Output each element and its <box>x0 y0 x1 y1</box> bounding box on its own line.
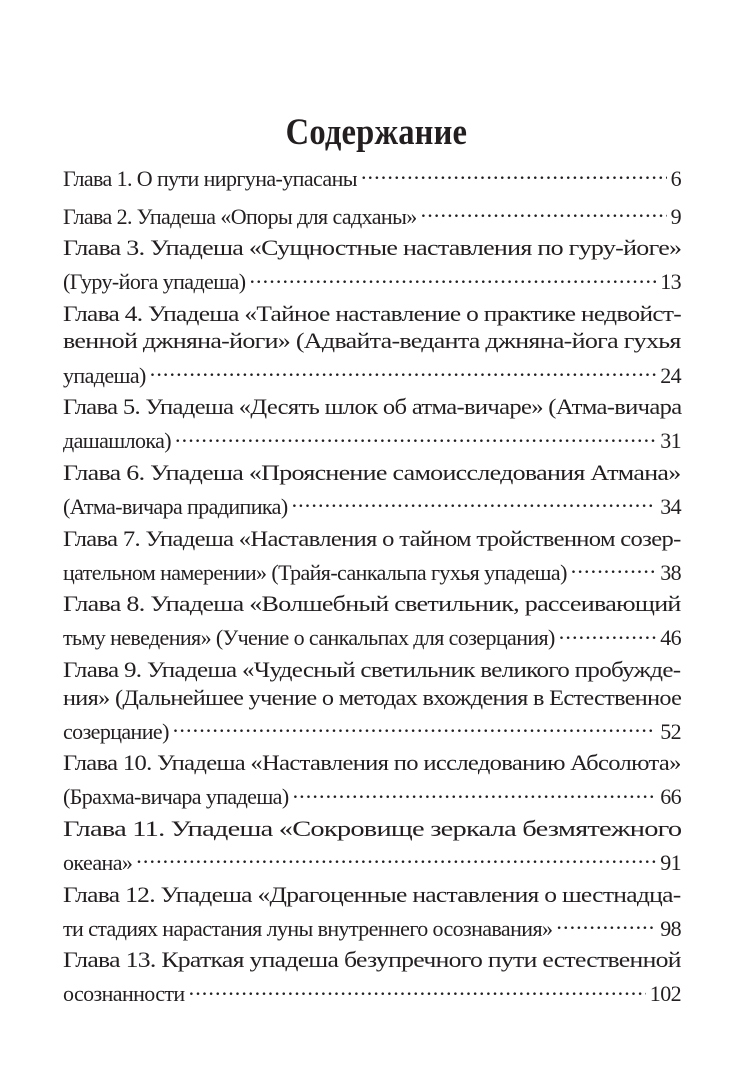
toc-entry-line <box>63 590 681 618</box>
toc-entry-text: (Атма-вичара прадипика) <box>63 494 288 520</box>
dot-leader <box>559 618 656 646</box>
toc-entry-line <box>63 815 681 843</box>
toc-page-number: 13 <box>660 269 681 295</box>
toc-entry-text: (Гуру-йога упадеша) <box>63 269 246 295</box>
toc-page-number: 91 <box>660 850 681 876</box>
toc-entry[interactable] <box>63 300 682 388</box>
toc-entry-text: Глава 11. Упадеша «Сокровище зеркала безмятежного <box>63 815 682 841</box>
toc-entry-text: океана» <box>63 850 133 876</box>
toc-page-number: 31 <box>660 428 681 454</box>
dot-leader <box>556 908 656 936</box>
toc-entry-text: Глава 13. Краткая упадеша безупречного пути естественной <box>63 947 681 973</box>
toc-entry[interactable] <box>63 749 681 810</box>
toc-entry-text: венной джняна-йоги» (Адвайта-веданта джняна-йога гухья <box>63 328 681 354</box>
toc-entry-line <box>63 327 681 355</box>
toc-entry[interactable] <box>63 525 681 585</box>
toc-page-number: 6 <box>670 165 681 191</box>
toc-entry-text: Глава 8. Упадеша «Волшебный светильник, рассеивающий <box>63 591 681 617</box>
toc-entry[interactable] <box>63 234 682 295</box>
toc-entry-last-line <box>63 908 681 941</box>
toc-entry-text: Глава 12. Упадеша «Драгоценные наставления о шестнадца- <box>63 881 681 907</box>
toc-entry-last-line <box>63 421 681 454</box>
dot-leader <box>136 842 656 870</box>
toc-entry-line <box>63 684 681 712</box>
toc-entry-last-line <box>63 196 681 229</box>
toc-entry-last-line <box>63 842 681 876</box>
toc-entry[interactable] <box>63 946 681 1007</box>
toc-entry-text: дашашлока) <box>63 428 172 454</box>
toc-entry-line <box>63 881 681 909</box>
toc-entry-text: упадеша) <box>63 362 146 388</box>
toc-entry-last-line <box>63 355 681 388</box>
toc-page-number: 9 <box>670 203 681 229</box>
toc-entry-line <box>63 300 681 328</box>
toc-entry-last-line <box>63 777 681 810</box>
toc-entry-line <box>63 749 681 777</box>
toc-entry-text: осознанности <box>63 981 185 1007</box>
toc-entry[interactable] <box>63 815 682 876</box>
toc-page-number: 52 <box>660 718 681 744</box>
dot-leader <box>421 196 667 224</box>
toc-entry-last-line <box>63 262 681 295</box>
toc-entry-last-line <box>63 618 681 651</box>
toc-entry-text: Глава 10. Упадеша «Наставления по исследованию Абсолюта» <box>63 750 681 776</box>
page-title: Содержание <box>285 111 468 153</box>
table-of-contents <box>63 158 681 1012</box>
dot-leader <box>361 158 667 186</box>
toc-entry[interactable] <box>63 590 681 651</box>
toc-entry-text: цательном намерении» (Трайя-санкальпа гухья упадеша) <box>63 559 567 585</box>
toc-entry[interactable] <box>63 393 682 454</box>
dot-leader <box>173 711 656 739</box>
toc-page-number: 98 <box>660 915 681 941</box>
toc-entry-last-line <box>63 974 681 1007</box>
toc-entry-text: созерцание) <box>63 718 169 744</box>
dot-leader <box>571 552 656 580</box>
toc-page-number: 102 <box>649 981 681 1007</box>
dot-leader <box>249 262 656 290</box>
toc-entry-text: Глава 6. Упадеша «Прояснение самоисследования Атмана» <box>63 459 681 485</box>
dot-leader <box>293 777 657 805</box>
dot-leader <box>189 974 646 1002</box>
toc-page-number: 38 <box>660 559 681 585</box>
toc-entry-text: Глава 5. Упадеша «Десять шлок об атма-вичаре» (Атма-вичара <box>63 394 682 420</box>
toc-entry-line <box>63 234 681 262</box>
toc-entry-line <box>63 656 681 684</box>
toc-entry[interactable] <box>63 459 681 520</box>
toc-page-number: 34 <box>660 494 681 520</box>
dot-leader <box>292 486 657 514</box>
toc-entry-text: ти стадиях нарастания луны внутреннего осознавания» <box>63 915 553 941</box>
toc-entry[interactable] <box>63 656 682 744</box>
toc-entry-text: Глава 1. О пути ниргуна-упасаны <box>63 165 357 191</box>
toc-entry-line <box>63 946 681 974</box>
toc-page-number: 66 <box>660 784 681 810</box>
toc-entry-line <box>63 525 681 553</box>
toc-entry[interactable] <box>63 196 681 229</box>
toc-entry-text: Глава 7. Упадеша «Наставления о тайном тройственном созер- <box>63 525 681 551</box>
toc-entry-text: (Брахма-вичара упадеша) <box>63 784 289 810</box>
toc-entry-last-line <box>63 711 681 744</box>
dot-leader <box>175 421 656 449</box>
toc-entry[interactable] <box>63 158 681 191</box>
toc-entry-text: Глава 2. Упадеша «Опоры для садханы» <box>63 203 417 229</box>
toc-entry-line <box>63 459 681 487</box>
toc-entry[interactable] <box>63 881 681 941</box>
toc-entry-line <box>63 393 681 421</box>
toc-entry-text: тьму неведения» (Учение о санкальпах для созерцания) <box>63 625 555 651</box>
toc-entry-last-line <box>63 158 681 191</box>
toc-page-number: 46 <box>660 625 681 651</box>
toc-page-number: 24 <box>660 362 681 388</box>
toc-entry-text: Глава 4. Упадеша «Тайное наставление о практике недвойст- <box>63 300 682 326</box>
toc-entry-text: ния» (Дальнейшее учение о методах вхождения в Естественное <box>63 684 682 710</box>
toc-entry-last-line <box>63 552 681 585</box>
toc-entry-text: Глава 3. Упадеша «Сущностные наставления по гуру-йоге» <box>63 235 682 261</box>
toc-entry-last-line <box>63 486 681 520</box>
dot-leader <box>150 355 656 383</box>
toc-entry-text: Глава 9. Упадеша «Чудесный светильник великого пробужде- <box>63 656 681 682</box>
